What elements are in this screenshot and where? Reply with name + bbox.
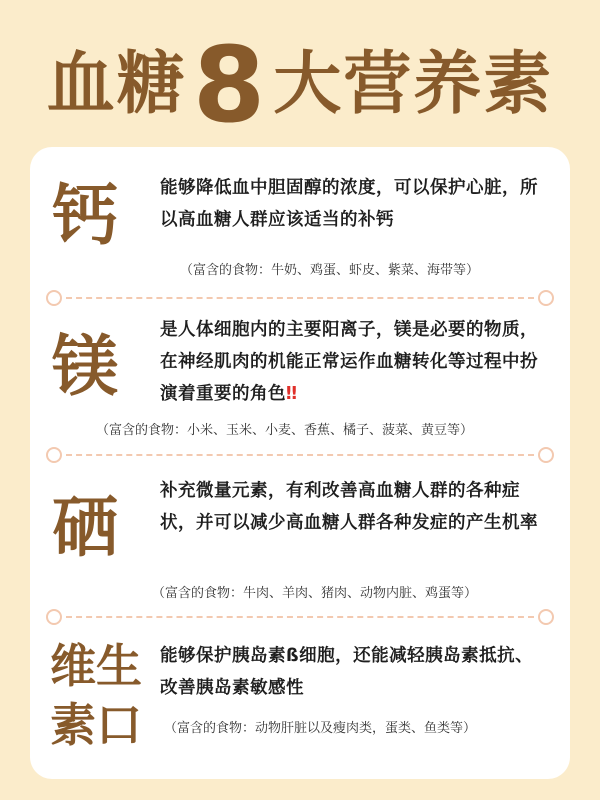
- nutrient-foods-vitamin: （富含的食物：动物肝脏以及瘦肉类，蛋类、鱼类等）: [164, 721, 477, 736]
- divider-ring-left: [46, 447, 62, 463]
- divider-ring-right: [538, 447, 554, 463]
- nutrient-foods-selenium: （富含的食物：牛肉、羊肉、猪肉、动物内脏、鸡蛋等）: [152, 586, 478, 601]
- nutrient-desc-vitamin: 能够保护胰岛素ß细胞，还能减轻胰岛素抵抗、改善胰岛素敏感性: [160, 646, 534, 698]
- divider-line: [66, 454, 534, 456]
- divider-ring-left: [46, 609, 62, 625]
- nutrient-desc-magnesium-text: 是人体细胞内的主要阳离子，镁是必要的物质，在神经肌肉的机能正常运作血糖转化等过程中扮演着重要的角色: [160, 320, 538, 404]
- nutrient-foods-calcium: （富含的食物：牛奶、鸡蛋、虾皮、紫菜、海带等）: [180, 263, 480, 278]
- nutrient-char-vitamin-line1: 维生: [50, 639, 142, 693]
- nutrient-char-selenium: 硒: [52, 489, 118, 566]
- nutrient-char-calcium: 钙: [52, 177, 118, 254]
- divider-line: [66, 297, 534, 299]
- nutrient-desc-magnesium: [160, 314, 545, 410]
- nutrient-foods-magnesium: （富含的食物：小米、玉米、小麦、香蕉、橘子、菠菜、黄豆等）: [96, 423, 474, 438]
- title-part-2: 大营养素: [273, 45, 554, 124]
- nutrient-char-vitamin-line2: 素口: [50, 698, 142, 752]
- divider-ring-right: [538, 609, 554, 625]
- divider-ring-right: [538, 290, 554, 306]
- divider-line: [66, 616, 534, 618]
- content-card: [30, 147, 570, 779]
- divider-3: [46, 609, 554, 625]
- nutrient-char-magnesium: 镁: [52, 328, 118, 405]
- nutrient-desc-selenium: 补充微量元素，有利改善高血糖人群的各种症状，并可以减少高血糖人群各种发症的产生机率: [160, 481, 538, 533]
- title-number: 8: [192, 24, 268, 146]
- divider-ring-left: [46, 290, 62, 306]
- divider-1: [46, 290, 554, 306]
- divider-2: [46, 447, 554, 463]
- title-part-1: 血糖: [46, 45, 187, 124]
- poster-title: [0, 24, 600, 146]
- exclaim-icon: ‼: [286, 384, 298, 404]
- nutrient-desc-calcium: 能够降低血中胆固醇的浓度，可以保护心脏，所以高血糖人群应该适当的补钙: [160, 178, 538, 230]
